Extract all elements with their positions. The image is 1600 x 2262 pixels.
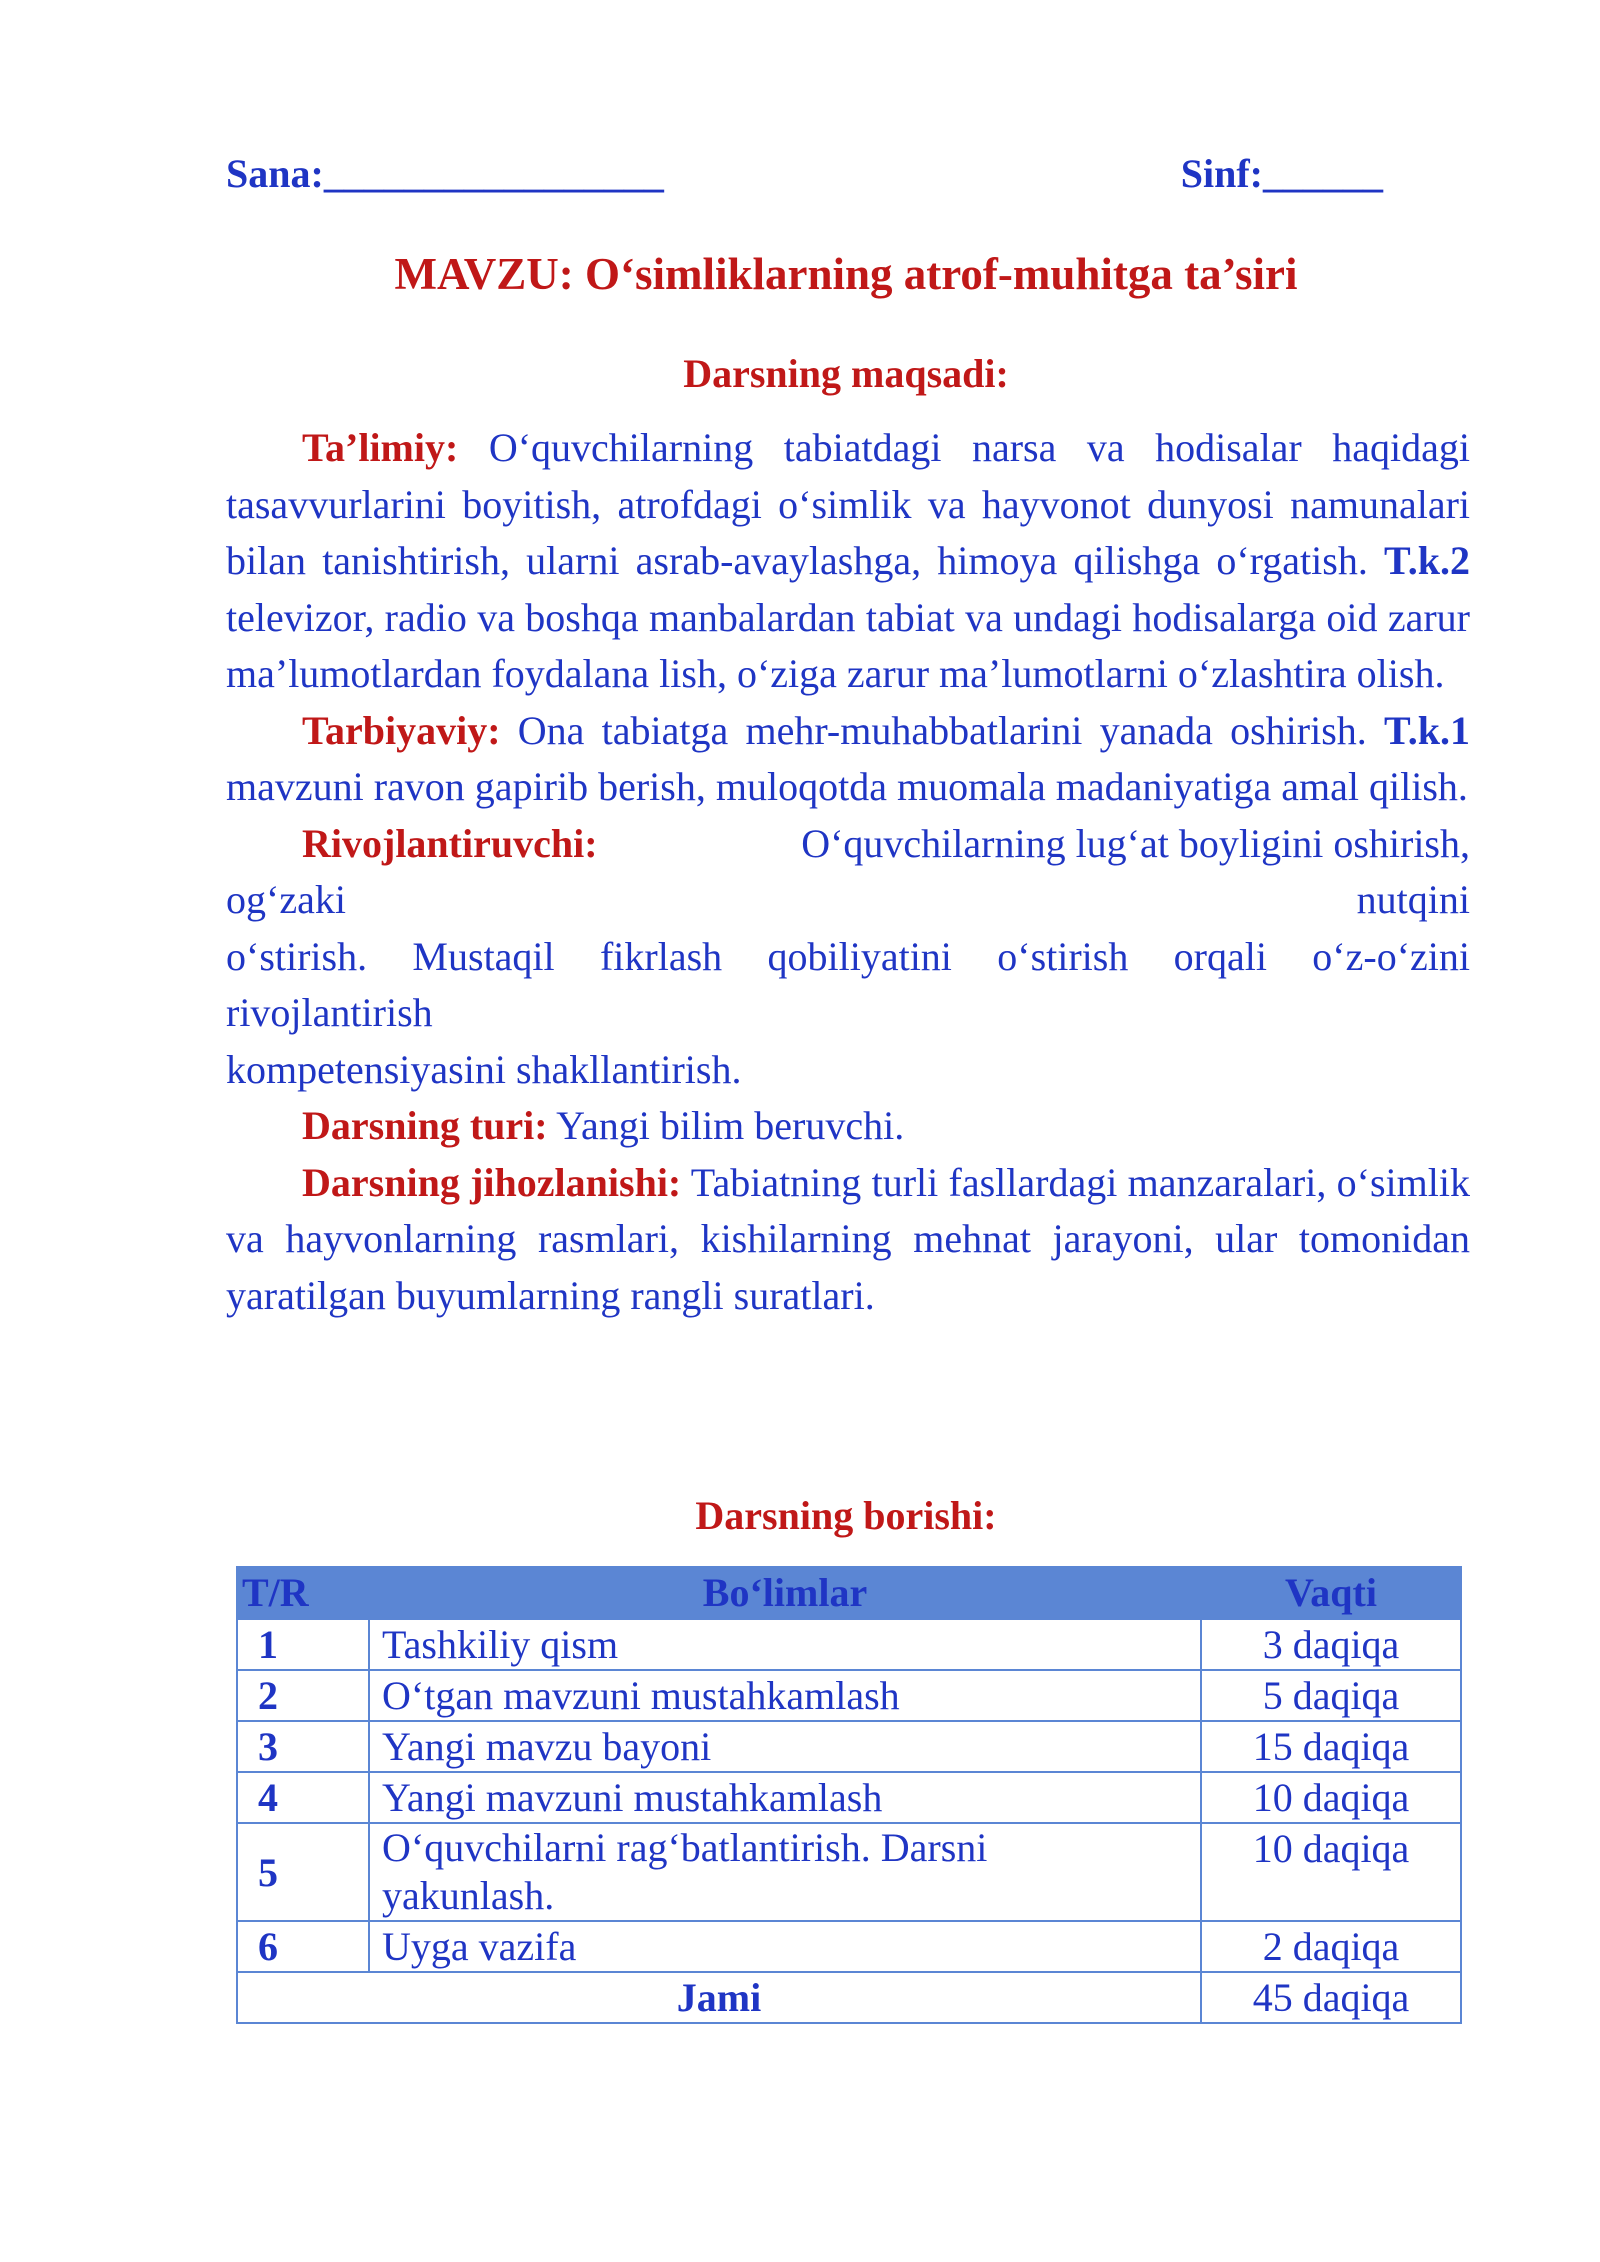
- header-row: [226, 150, 1383, 210]
- developmental-goal-label: Rivojlantiruvchi:: [302, 820, 598, 866]
- row-section: O‘tgan mavzuni mustahkamlash: [369, 1670, 1201, 1721]
- lesson-type-text: Yangi bilim beruvchi.: [547, 1103, 905, 1148]
- lesson-plan-table: [236, 1566, 1462, 2024]
- developmental-goal-word-left: og‘zaki: [226, 877, 346, 922]
- educational-goal-text: O‘quvchilarning tabiatdagi narsa va hodisalar haqidagi tasavvurlarini boyitish, atrofdagi o‘simlik va hayvonot dunyosi namunalari bilan tanishtirish, ularni asrab-avaylashga, himoya qilishga o‘rgatish.: [226, 425, 1470, 583]
- lesson-title: MAVZU: O‘simliklarning atrof-muhitga ta’siri: [394, 249, 1298, 299]
- row-time: 2 daqiqa: [1201, 1921, 1461, 1972]
- educational-goal-paragraph: [226, 420, 1470, 703]
- lesson-type-label: Darsning turi:: [302, 1103, 548, 1148]
- developmental-goal-line-1: [226, 816, 1470, 873]
- row-time: 10 daqiqa: [1201, 1823, 1461, 1921]
- equipment-paragraph: [226, 1155, 1470, 1325]
- developmental-goal-line-4: rivojlantirish: [226, 990, 433, 1035]
- equipment-text: Tabiatning turli fasllardagi manzaralari, o‘simlik va hayvonlarning rasmlari, kishilarning mehnat jarayoni, ular tomonidan yaratilgan buyumlarning rangli suratlari.: [226, 1159, 1470, 1318]
- row-number: 6: [237, 1921, 369, 1972]
- lesson-progress-heading: Darsning borishi:: [695, 1493, 997, 1538]
- total-label: Jami: [237, 1972, 1201, 2023]
- table-row: [237, 1619, 1461, 1670]
- developmental-goal-text: O‘quvchilarning lug‘at boyligini oshirish,: [801, 820, 1470, 866]
- row-number: 2: [237, 1670, 369, 1721]
- row-time: 5 daqiqa: [1201, 1670, 1461, 1721]
- lesson-body: [226, 420, 1470, 1324]
- goals-heading: Darsning maqsadi:: [683, 351, 1009, 396]
- header-time: Vaqti: [1201, 1567, 1461, 1619]
- table-row: [237, 1772, 1461, 1823]
- upbringing-goal-text-2: mavzuni ravon gapirib berish, muloqotda muomala madaniyatiga amal qilish.: [226, 764, 1468, 809]
- table-row: [237, 1670, 1461, 1721]
- row-number: 1: [237, 1619, 369, 1670]
- competency-tk1: T.k.1: [1384, 707, 1470, 753]
- row-section: Uyga vazifa: [369, 1921, 1201, 1972]
- row-section-line-2: yakunlash.: [382, 1873, 555, 1918]
- class-field-label: Sinf:______: [1180, 151, 1383, 196]
- row-section: Yangi mavzu bayoni: [369, 1721, 1201, 1772]
- date-field-label: Sana:_________________: [226, 151, 664, 196]
- upbringing-goal-paragraph: [226, 703, 1470, 816]
- developmental-goal-line-2: [226, 872, 1470, 929]
- upbringing-goal-label: Tarbiyaviy:: [302, 707, 501, 753]
- upbringing-goal-text: Ona tabiatga mehr-muhabbatlarini yanada oshirish.: [500, 707, 1385, 753]
- equipment-label: Darsning jihozlanishi:: [302, 1159, 682, 1205]
- row-number: 5: [237, 1823, 369, 1921]
- row-time: 3 daqiqa: [1201, 1619, 1461, 1670]
- row-number: 3: [237, 1721, 369, 1772]
- row-section-line-1: O‘quvchilarni rag‘batlantirish. Darsni: [382, 1825, 988, 1870]
- table-row: [237, 1823, 1461, 1921]
- table-header-row: [237, 1567, 1461, 1619]
- row-section: Yangi mavzuni mustahkamlash: [369, 1772, 1201, 1823]
- row-time: 10 daqiqa: [1201, 1772, 1461, 1823]
- row-number: 4: [237, 1772, 369, 1823]
- row-section: Tashkiliy qism: [369, 1619, 1201, 1670]
- developmental-goal-word-right: nutqini: [1356, 877, 1470, 922]
- competency-tk2: T.k.2: [1384, 538, 1470, 583]
- total-time: 45 daqiqa: [1201, 1972, 1461, 2023]
- developmental-goal-line-5: kompetensiyasini shakllantirish.: [226, 1046, 742, 1092]
- table-row: [237, 1721, 1461, 1772]
- header-number: T/R: [237, 1567, 369, 1619]
- row-time: 15 daqiqa: [1201, 1721, 1461, 1772]
- educational-goal-text-2: televizor, radio va boshqa manbalardan tabiat va undagi hodisalarga oid zarur ma’lumotlardan foydalana lish, o‘ziga zarur ma’lumotlarni o‘zlashtira olish.: [226, 594, 1470, 696]
- lesson-type-paragraph: [226, 1098, 1470, 1155]
- educational-goal-label: Ta’limiy:: [302, 425, 459, 470]
- header-sections: Bo‘limlar: [369, 1567, 1201, 1619]
- developmental-goal-line-3: o‘stirish. Mustaqil fikrlash qobiliyatini o‘stirish orqali o‘z-o‘zini: [226, 933, 1470, 979]
- table-row: [237, 1921, 1461, 1972]
- table-total-row: [237, 1972, 1461, 2023]
- row-section: [369, 1823, 1201, 1921]
